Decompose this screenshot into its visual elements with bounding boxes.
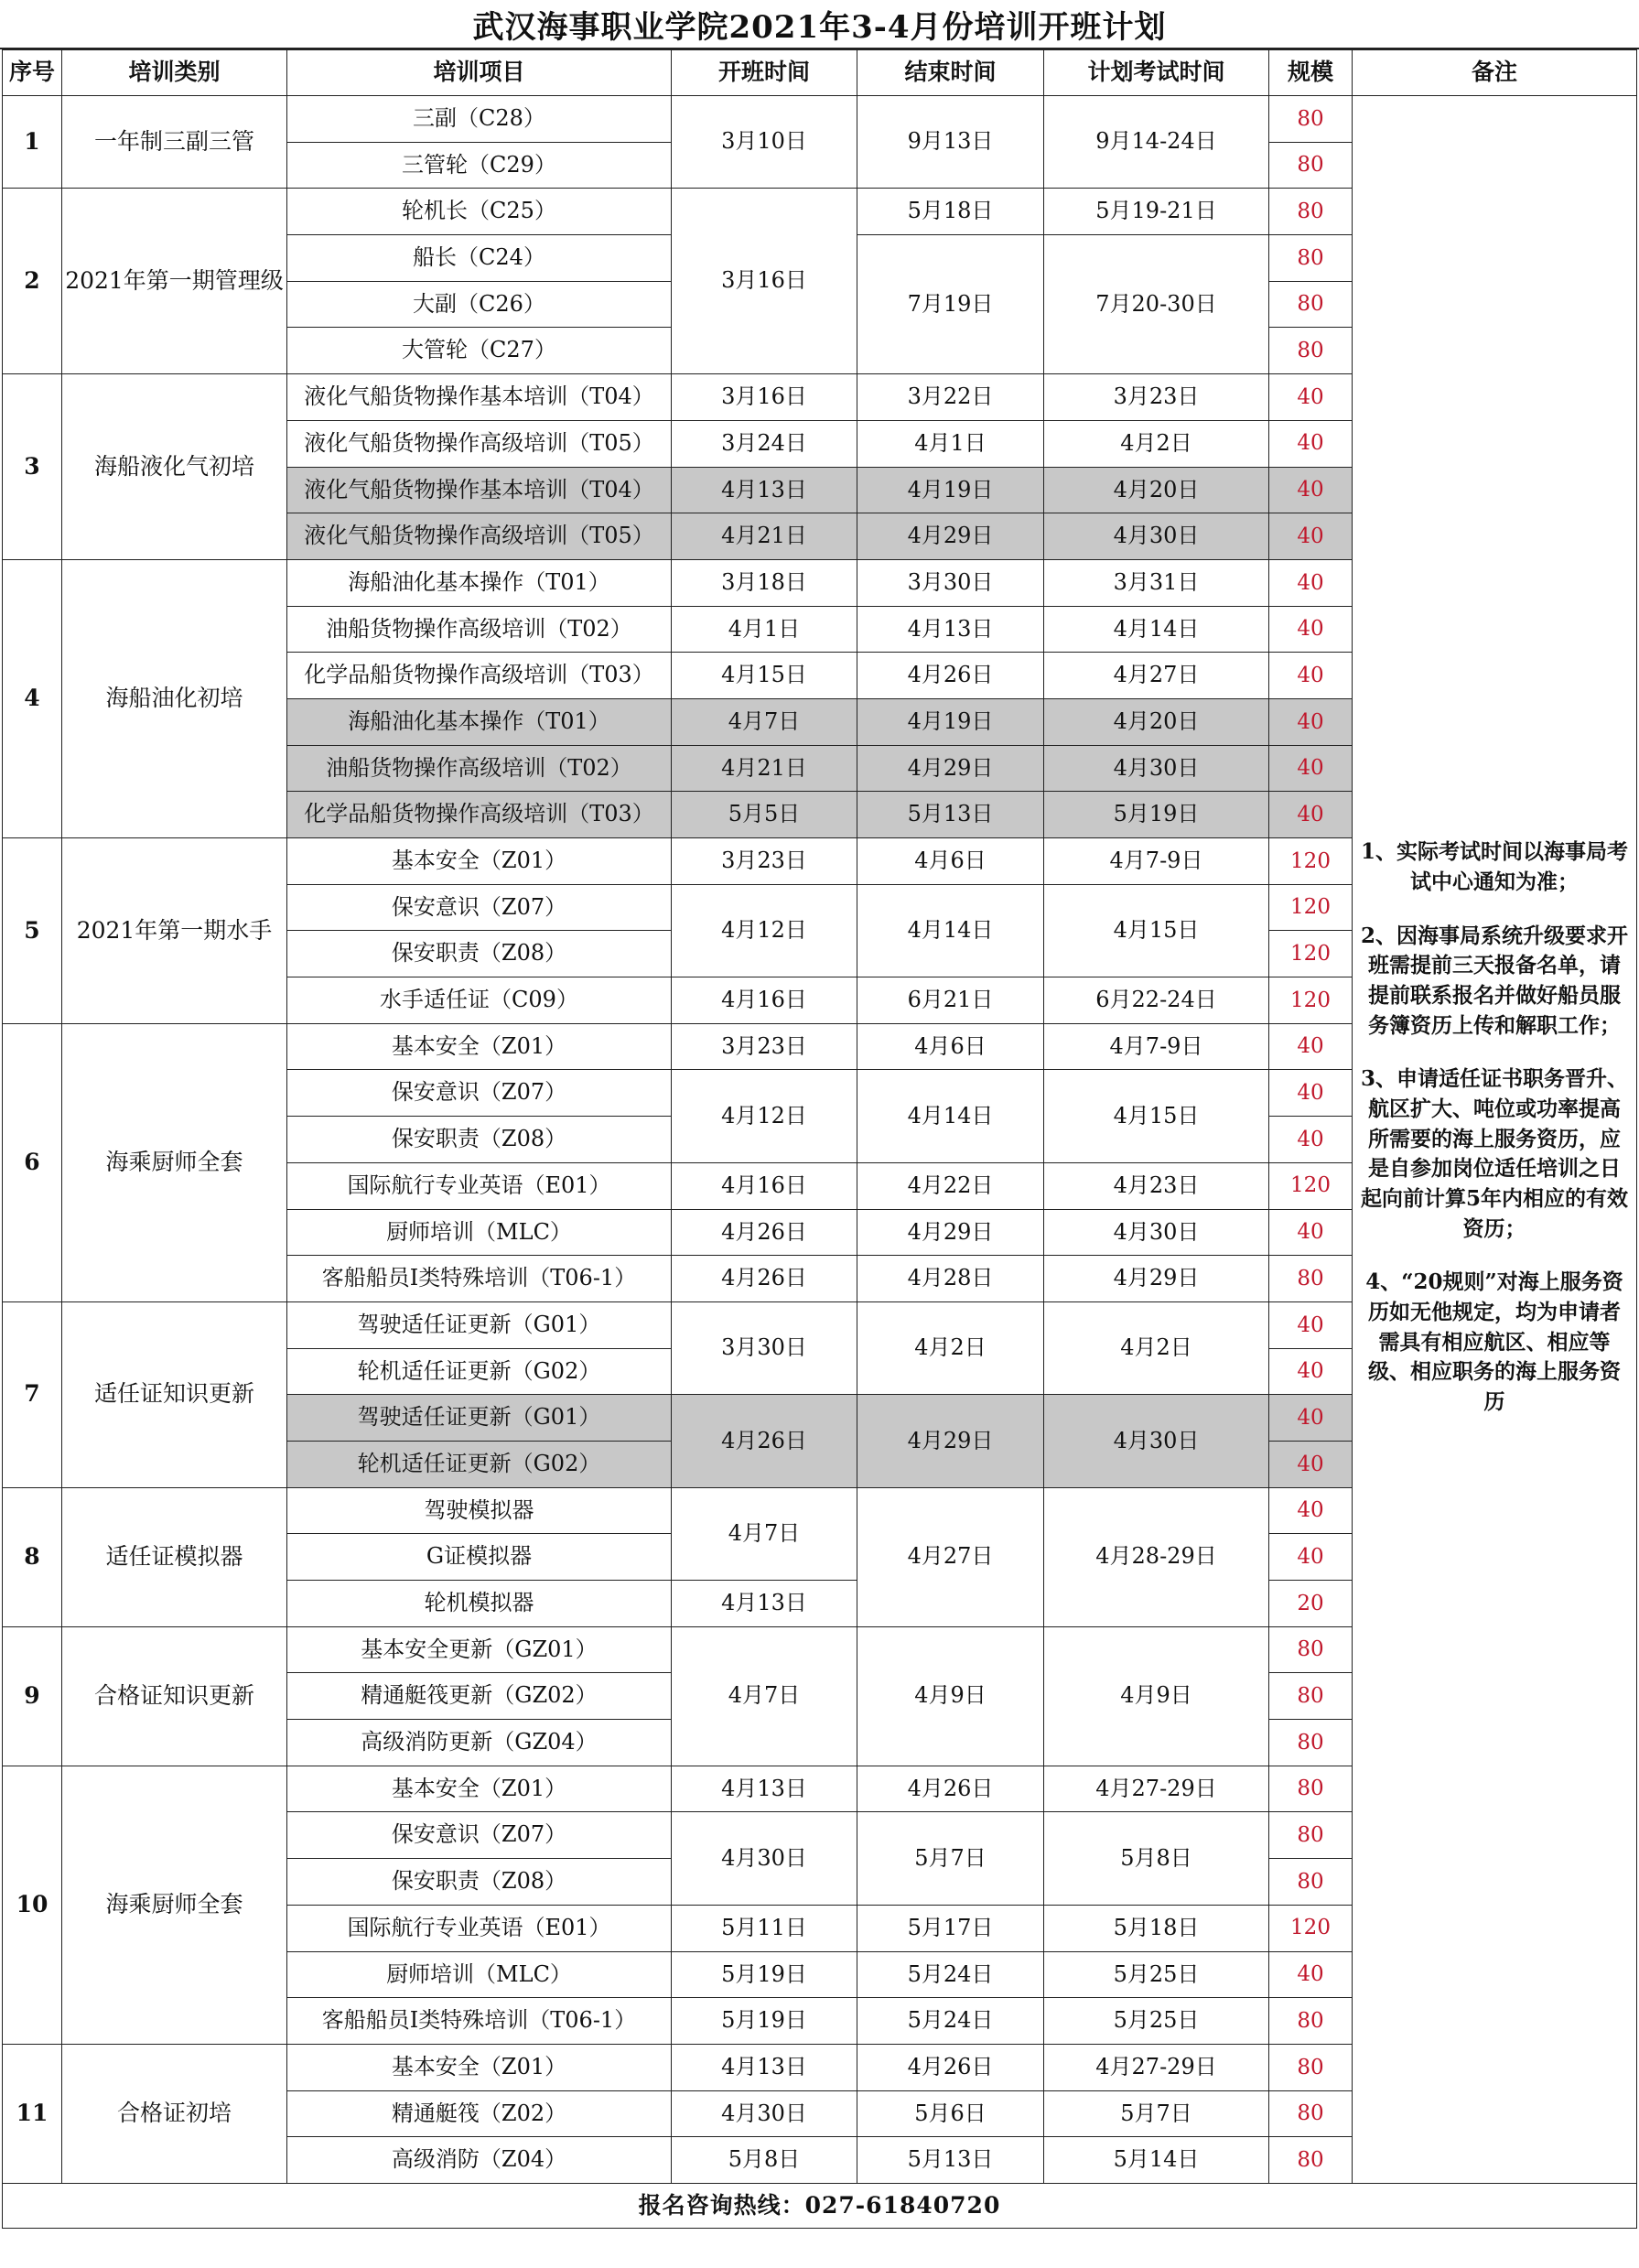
training-item: 基本安全（Z01） (287, 1023, 672, 1070)
start-date: 5月8日 (672, 2137, 857, 2184)
start-date: 4月16日 (672, 1162, 857, 1209)
group-category: 适任证模拟器 (62, 1487, 287, 1626)
start-date: 3月16日 (672, 374, 857, 421)
start-date: 4月13日 (672, 1581, 857, 1627)
end-date: 4月6日 (857, 1023, 1044, 1070)
exam-date: 9月14-24日 (1044, 96, 1269, 189)
header-end: 结束时间 (857, 50, 1044, 96)
exam-date: 4月2日 (1044, 1301, 1269, 1394)
start-date: 3月23日 (672, 838, 857, 885)
exam-date: 4月27-29日 (1044, 2044, 1269, 2090)
class-scale: 80 (1269, 328, 1353, 374)
group-category: 2021年第一期水手 (62, 838, 287, 1024)
class-scale: 120 (1269, 884, 1353, 931)
exam-date: 3月23日 (1044, 374, 1269, 421)
header-exam: 计划考试时间 (1044, 50, 1269, 96)
end-date: 3月30日 (857, 559, 1044, 606)
remark-item: 4、“20规则”对海上服务资历如无他规定，均为申请者需具有相应航区、相应等级、相应职务的海上服务资历 (1365, 1269, 1623, 1414)
training-item: 保安职责（Z08） (287, 1117, 672, 1163)
exam-date: 5月19日 (1044, 792, 1269, 838)
start-date: 4月7日 (672, 1626, 857, 1766)
end-date: 6月21日 (857, 977, 1044, 1024)
start-date: 4月7日 (672, 698, 857, 745)
exam-date: 5月25日 (1044, 1998, 1269, 2045)
class-scale: 80 (1269, 1998, 1353, 2045)
end-date: 5月17日 (857, 1905, 1044, 1951)
training-item: 轮机长（C25） (287, 189, 672, 235)
header-remark: 备注 (1353, 50, 1637, 96)
class-scale: 40 (1269, 1534, 1353, 1581)
exam-date: 3月31日 (1044, 559, 1269, 606)
header-category: 培训类别 (62, 50, 287, 96)
end-date: 5月6日 (857, 2090, 1044, 2137)
start-date: 4月13日 (672, 1766, 857, 1812)
end-date: 4月29日 (857, 1209, 1044, 1256)
start-date: 4月30日 (672, 1812, 857, 1905)
group-category: 一年制三副三管 (62, 96, 287, 189)
start-date: 4月12日 (672, 1070, 857, 1162)
start-date: 3月24日 (672, 420, 857, 467)
training-item: 保安意识（Z07） (287, 1070, 672, 1117)
class-scale: 120 (1269, 977, 1353, 1024)
class-scale: 40 (1269, 1348, 1353, 1395)
start-date: 4月26日 (672, 1256, 857, 1302)
class-scale: 80 (1269, 235, 1353, 282)
training-item: 基本安全（Z01） (287, 2044, 672, 2090)
end-date: 4月1日 (857, 420, 1044, 467)
group-category: 海乘厨师全套 (62, 1766, 287, 2044)
class-scale: 80 (1269, 2137, 1353, 2184)
start-date: 3月23日 (672, 1023, 857, 1070)
header-no: 序号 (3, 50, 62, 96)
training-item: G证模拟器 (287, 1534, 672, 1581)
group-number: 2 (3, 189, 62, 374)
end-date: 4月29日 (857, 1395, 1044, 1487)
class-scale: 120 (1269, 1905, 1353, 1951)
class-scale: 80 (1269, 1720, 1353, 1766)
start-date: 4月30日 (672, 2090, 857, 2137)
exam-date: 4月9日 (1044, 1626, 1269, 1766)
training-item: 轮机模拟器 (287, 1581, 672, 1627)
training-item: 保安职责（Z08） (287, 931, 672, 977)
exam-date: 4月27-29日 (1044, 1766, 1269, 1812)
class-scale: 20 (1269, 1581, 1353, 1627)
start-date: 4月26日 (672, 1209, 857, 1256)
start-date: 4月12日 (672, 884, 857, 977)
end-date: 5月24日 (857, 1951, 1044, 1998)
training-item: 三副（C28） (287, 96, 672, 143)
class-scale: 80 (1269, 1859, 1353, 1906)
training-item: 化学品船货物操作高级培训（T03） (287, 792, 672, 838)
class-scale: 40 (1269, 1070, 1353, 1117)
training-item: 油船货物操作高级培训（T02） (287, 606, 672, 653)
end-date: 4月26日 (857, 1766, 1044, 1812)
remarks-cell (1353, 96, 1637, 2184)
end-date: 4月2日 (857, 1301, 1044, 1394)
exam-date: 4月14日 (1044, 606, 1269, 653)
exam-date: 4月30日 (1044, 1395, 1269, 1487)
class-scale: 40 (1269, 653, 1353, 699)
end-date: 4月19日 (857, 698, 1044, 745)
start-date: 4月7日 (672, 1487, 857, 1580)
end-date: 4月14日 (857, 1070, 1044, 1162)
training-item: 精通艇筏更新（GZ02） (287, 1673, 672, 1720)
training-item: 三管轮（C29） (287, 142, 672, 189)
end-date: 4月9日 (857, 1626, 1044, 1766)
class-scale: 80 (1269, 1626, 1353, 1673)
exam-date: 4月30日 (1044, 745, 1269, 792)
training-item: 油船货物操作高级培训（T02） (287, 745, 672, 792)
class-scale: 40 (1269, 559, 1353, 606)
class-scale: 40 (1269, 420, 1353, 467)
training-item: 保安职责（Z08） (287, 1859, 672, 1906)
header-scale: 规模 (1269, 50, 1353, 96)
start-date: 4月13日 (672, 467, 857, 513)
start-date: 4月15日 (672, 653, 857, 699)
exam-date: 4月2日 (1044, 420, 1269, 467)
training-item: 海船油化基本操作（T01） (287, 559, 672, 606)
end-date: 9月13日 (857, 96, 1044, 189)
training-item: 基本安全（Z01） (287, 838, 672, 885)
header-item: 培训项目 (287, 50, 672, 96)
remark-item: 3、申请适任证书职务晋升、航区扩大、吨位或功率提高所需要的海上服务资历，应是自参加岗位适任培训之日起向前计算5年内相应的有效资历； (1360, 1066, 1628, 1241)
end-date: 4月28日 (857, 1256, 1044, 1302)
group-category: 海船油化初培 (62, 559, 287, 837)
group-number: 11 (3, 2044, 62, 2183)
end-date: 4月6日 (857, 838, 1044, 885)
exam-date: 5月25日 (1044, 1951, 1269, 1998)
class-scale: 120 (1269, 838, 1353, 885)
class-scale: 40 (1269, 606, 1353, 653)
class-scale: 40 (1269, 1441, 1353, 1487)
end-date: 5月7日 (857, 1812, 1044, 1905)
group-category: 合格证知识更新 (62, 1626, 287, 1766)
training-item: 水手适任证（C09） (287, 977, 672, 1024)
exam-date: 4月15日 (1044, 1070, 1269, 1162)
group-category: 合格证初培 (62, 2044, 287, 2183)
training-item: 液化气船货物操作高级培训（T05） (287, 420, 672, 467)
class-scale: 80 (1269, 96, 1353, 143)
class-scale: 80 (1269, 1812, 1353, 1859)
start-date: 3月16日 (672, 189, 857, 374)
end-date: 3月22日 (857, 374, 1044, 421)
end-date: 4月26日 (857, 2044, 1044, 2090)
training-item: 高级消防更新（GZ04） (287, 1720, 672, 1766)
start-date: 4月21日 (672, 745, 857, 792)
training-item: 驾驶适任证更新（G01） (287, 1395, 672, 1442)
hotline-row (3, 2183, 1637, 2228)
start-date: 5月5日 (672, 792, 857, 838)
table-row (3, 96, 1637, 143)
exam-date: 5月8日 (1044, 1812, 1269, 1905)
class-scale: 80 (1269, 2090, 1353, 2137)
end-date: 5月13日 (857, 792, 1044, 838)
training-item: 国际航行专业英语（E01） (287, 1905, 672, 1951)
training-item: 海船油化基本操作（T01） (287, 698, 672, 745)
training-item: 化学品船货物操作高级培训（T03） (287, 653, 672, 699)
training-schedule-table (2, 49, 1637, 2229)
exam-date: 4月20日 (1044, 467, 1269, 513)
exam-date: 5月19-21日 (1044, 189, 1269, 235)
group-number: 10 (3, 1766, 62, 2044)
end-date: 4月29日 (857, 745, 1044, 792)
training-item: 厨师培训（MLC） (287, 1951, 672, 1998)
class-scale: 80 (1269, 2044, 1353, 2090)
exam-date: 4月15日 (1044, 884, 1269, 977)
start-date: 4月21日 (672, 513, 857, 560)
training-item: 高级消防（Z04） (287, 2137, 672, 2184)
start-date: 3月30日 (672, 1301, 857, 1394)
exam-date: 4月23日 (1044, 1162, 1269, 1209)
start-date: 3月10日 (672, 96, 857, 189)
training-item: 保安意识（Z07） (287, 1812, 672, 1859)
exam-date: 5月18日 (1044, 1905, 1269, 1951)
start-date: 3月18日 (672, 559, 857, 606)
training-item: 轮机适任证更新（G02） (287, 1441, 672, 1487)
training-item: 基本安全更新（GZ01） (287, 1626, 672, 1673)
training-item: 驾驶模拟器 (287, 1487, 672, 1534)
group-category: 海乘厨师全套 (62, 1023, 287, 1301)
training-item: 客船船员Ⅰ类特殊培训（T06-1） (287, 1998, 672, 2045)
training-item: 精通艇筏（Z02） (287, 2090, 672, 2137)
end-date: 4月22日 (857, 1162, 1044, 1209)
training-item: 客船船员Ⅰ类特殊培训（T06-1） (287, 1256, 672, 1302)
exam-date: 7月20-30日 (1044, 235, 1269, 374)
class-scale: 40 (1269, 1395, 1353, 1442)
end-date: 5月18日 (857, 189, 1044, 235)
remark-item: 1、实际考试时间以海事局考试中心通知为准； (1360, 839, 1628, 895)
exam-date: 4月7-9日 (1044, 1023, 1269, 1070)
class-scale: 40 (1269, 1117, 1353, 1163)
class-scale: 80 (1269, 1766, 1353, 1812)
start-date: 5月19日 (672, 1998, 857, 2045)
training-item: 厨师培训（MLC） (287, 1209, 672, 1256)
training-item: 国际航行专业英语（E01） (287, 1162, 672, 1209)
exam-date: 4月28-29日 (1044, 1487, 1269, 1626)
class-scale: 40 (1269, 1301, 1353, 1348)
training-item: 大副（C26） (287, 281, 672, 328)
class-scale: 40 (1269, 1487, 1353, 1534)
group-number: 4 (3, 559, 62, 837)
end-date: 4月26日 (857, 653, 1044, 699)
start-date: 4月26日 (672, 1395, 857, 1487)
start-date: 5月11日 (672, 1905, 857, 1951)
group-category: 适任证知识更新 (62, 1301, 287, 1487)
exam-date: 4月30日 (1044, 513, 1269, 560)
exam-date: 4月20日 (1044, 698, 1269, 745)
training-item: 液化气船货物操作基本培训（T04） (287, 467, 672, 513)
training-item: 大管轮（C27） (287, 328, 672, 374)
exam-date: 4月30日 (1044, 1209, 1269, 1256)
training-item: 驾驶适任证更新（G01） (287, 1301, 672, 1348)
group-number: 3 (3, 374, 62, 560)
class-scale: 40 (1269, 1209, 1353, 1256)
remark-item: 2、因海事局系统升级要求开班需提前三天报备名单，请提前联系报名并做好船员服务簿资历上传和解职工作； (1360, 923, 1628, 1038)
training-item: 基本安全（Z01） (287, 1766, 672, 1812)
class-scale: 40 (1269, 698, 1353, 745)
page-title: 武汉海事职业学院2021年3-4月份培训开班计划 (0, 0, 1639, 49)
end-date: 4月14日 (857, 884, 1044, 977)
class-scale: 40 (1269, 745, 1353, 792)
start-date: 4月16日 (672, 977, 857, 1024)
group-number: 5 (3, 838, 62, 1024)
class-scale: 120 (1269, 931, 1353, 977)
end-date: 4月27日 (857, 1487, 1044, 1626)
class-scale: 80 (1269, 1673, 1353, 1720)
group-number: 1 (3, 96, 62, 189)
header-start: 开班时间 (672, 50, 857, 96)
end-date: 5月13日 (857, 2137, 1044, 2184)
class-scale: 40 (1269, 513, 1353, 560)
end-date: 4月29日 (857, 513, 1044, 560)
class-scale: 80 (1269, 142, 1353, 189)
training-item: 液化气船货物操作基本培训（T04） (287, 374, 672, 421)
class-scale: 80 (1269, 1256, 1353, 1302)
hotline: 报名咨询热线：027-61840720 (3, 2183, 1637, 2228)
class-scale: 80 (1269, 281, 1353, 328)
start-date: 5月19日 (672, 1951, 857, 1998)
exam-date: 6月22-24日 (1044, 977, 1269, 1024)
group-number: 9 (3, 1626, 62, 1766)
exam-date: 4月7-9日 (1044, 838, 1269, 885)
exam-date: 5月14日 (1044, 2137, 1269, 2184)
exam-date: 5月7日 (1044, 2090, 1269, 2137)
end-date: 7月19日 (857, 235, 1044, 374)
end-date: 4月13日 (857, 606, 1044, 653)
group-number: 6 (3, 1023, 62, 1301)
class-scale: 80 (1269, 189, 1353, 235)
end-date: 4月19日 (857, 467, 1044, 513)
exam-date: 4月27日 (1044, 653, 1269, 699)
group-number: 8 (3, 1487, 62, 1626)
class-scale: 40 (1269, 374, 1353, 421)
class-scale: 40 (1269, 467, 1353, 513)
training-item: 船长（C24） (287, 235, 672, 282)
end-date: 5月24日 (857, 1998, 1044, 2045)
class-scale: 40 (1269, 792, 1353, 838)
training-item: 保安意识（Z07） (287, 884, 672, 931)
header-row (3, 50, 1637, 96)
exam-date: 4月29日 (1044, 1256, 1269, 1302)
group-number: 7 (3, 1301, 62, 1487)
group-category: 海船液化气初培 (62, 374, 287, 560)
start-date: 4月13日 (672, 2044, 857, 2090)
group-category: 2021年第一期管理级 (62, 189, 287, 374)
start-date: 4月1日 (672, 606, 857, 653)
training-item: 液化气船货物操作高级培训（T05） (287, 513, 672, 560)
class-scale: 40 (1269, 1951, 1353, 1998)
class-scale: 40 (1269, 1023, 1353, 1070)
class-scale: 120 (1269, 1162, 1353, 1209)
training-item: 轮机适任证更新（G02） (287, 1348, 672, 1395)
